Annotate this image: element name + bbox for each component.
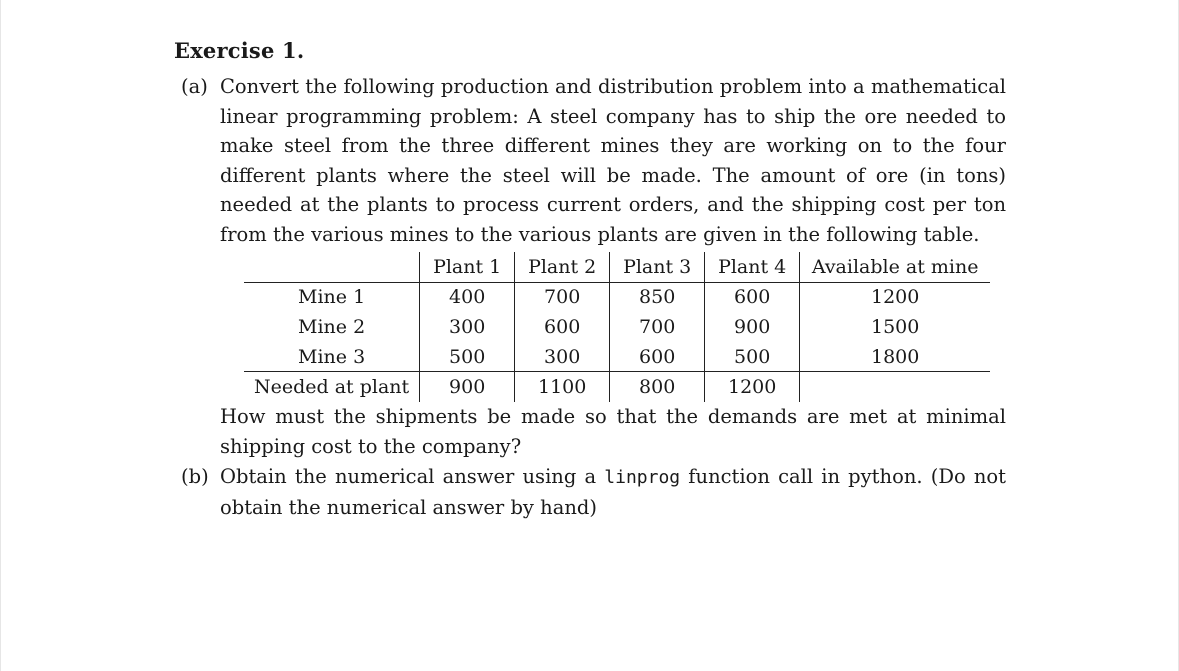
linprog-code: linprog [604, 467, 681, 488]
table-header-cell: Available at mine [800, 252, 991, 282]
table-cell: 700 [515, 282, 610, 312]
table-row [244, 312, 990, 342]
table-footer-label: Needed at plant [254, 376, 410, 399]
table-cell: 400 [420, 282, 515, 312]
part-b-text-after: function call in python. (Do not obtain the numerical answer by hand) [220, 465, 1006, 519]
part-a-intro: Convert the following production and distribution problem into a mathematical linear programming problem: A steel company has to ship the ore needed to make steel from the three different mines they are working on to the four different plants where the steel will be made. The amount of ore (in tons) needed at the plants to process current orders, and the shipping cost per ton from the various mines to the various plants are given in the following table. [220, 75, 1006, 246]
part-b-text-before: Obtain the numerical answer using a [220, 465, 605, 488]
table-cell: 850 [610, 282, 705, 312]
table-empty-cell [800, 372, 991, 402]
table-cell: 800 [610, 372, 705, 402]
table-header-cell: Plant 3 [610, 252, 705, 282]
table-cell: 700 [610, 312, 705, 342]
table-header-cell: Plant 4 [705, 252, 800, 282]
table-row-label: Mine 3 [244, 342, 420, 372]
table-row-label: Mine 2 [298, 315, 366, 338]
table-cell: 900 [705, 312, 800, 342]
table-cell: 1100 [515, 372, 610, 402]
table-cell: 500 [420, 342, 515, 372]
part-a-label: (a) [181, 75, 208, 98]
table-cell: 1800 [800, 342, 991, 372]
table-cell: 600 [610, 342, 705, 372]
table-cell: 1500 [800, 312, 991, 342]
table-row [244, 342, 990, 372]
part-a-question: How must the shipments be made so that the demands are met at minimal shipping cost to the company? [220, 405, 1006, 458]
cost-table [244, 252, 990, 402]
table-header-cell: Plant 1 [420, 252, 515, 282]
table-cell: 900 [420, 372, 515, 402]
part-b-label: (b) [181, 465, 209, 488]
table-header-cell: Plant 2 [515, 252, 610, 282]
table-footer-row [244, 372, 990, 402]
table-cell: 300 [515, 342, 610, 372]
part-b-text [220, 462, 1006, 522]
exercise-title: Exercise 1. [174, 38, 305, 63]
table-row [244, 282, 990, 312]
table-corner-cell [244, 252, 420, 282]
table-header-row [244, 252, 990, 282]
table-cell: 500 [705, 342, 800, 372]
table-row-label: Mine 1 [298, 286, 366, 309]
table-cell: 600 [515, 312, 610, 342]
table-cell: 600 [705, 282, 800, 312]
table-cell: 1200 [705, 372, 800, 402]
table-cell: 1200 [800, 282, 991, 312]
table-cell: 300 [420, 312, 515, 342]
